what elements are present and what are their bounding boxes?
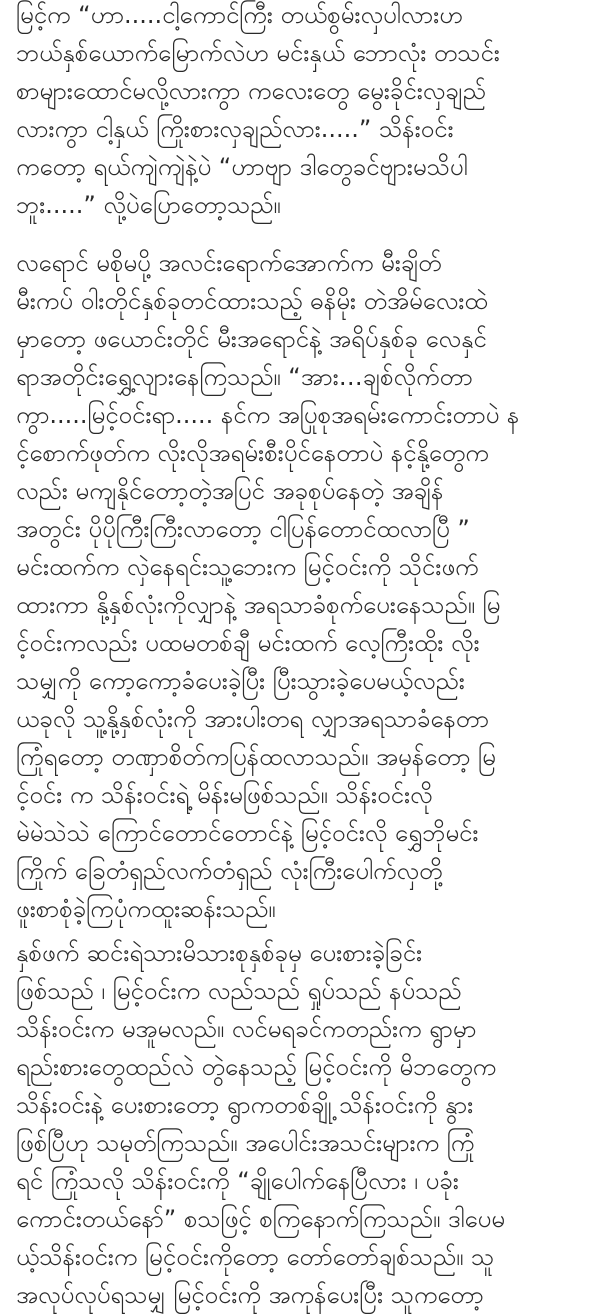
text-line: လည်း မကျနိုင်တော့တဲ့အပြင် အခုစုပ်နေတဲ့ အချိန် <box>16 477 444 505</box>
text-line: သိန်းဝင်းက မအူမလည်။ လင်မရခင်ကတည်းက ရွာမှာ <box>16 1015 477 1043</box>
text-line: ဘယ်နှစ်ယောက်မြောက်လဲဟ မင်းနှယ် ဘောလုံး တသင်း <box>16 39 500 67</box>
paragraph-3 <box>16 934 505 1314</box>
text-line: ရင် ကြုံသလို သိန်းဝင်းကို “ချိုပေါက်နေပြီလား ၊ ပခုံး <box>16 1167 459 1195</box>
text-line: င့်ဝင်း က သိန်းဝင်းရဲ့ မိန်းမဖြစ်သည်။ သိန်းဝင်းလို <box>16 781 433 809</box>
text-line: ကောင်းတယ်နော်” စသဖြင့် စကြနောက်ကြသည်။ ဒါပေမ <box>16 1205 505 1233</box>
text-line: မင်းထက်က လှဲနေရင်းသူ့ဘေးက မြင့်ဝင်းကို သိုင်းဖက် <box>16 553 479 581</box>
text-line: မှာတော့ ဖယောင်းတိုင် မီးအရောင်နဲ့ အရိပ်နှစ်ခု လေနှင် <box>16 325 487 353</box>
text-line: ယ့်သိန်းဝင်းက မြင့်ဝင်းကိုတော့ တော်တော်ချစ်သည်။ သူ <box>16 1243 495 1271</box>
text-line: ထားကာ နို့နှစ်လုံးကိုလျှာနဲ့ အရသာခံစုက်ပေးနေသည်။ မြ <box>16 591 501 619</box>
paragraph-1 <box>16 0 500 224</box>
text-line: ကြုံရတော့ တဏှာစိတ်ကပြန်ထလာသည်။ အမှန်တော့ မြ <box>16 743 496 771</box>
text-line: ဖြစ်ပြီဟု သမုတ်ကြသည်။ အပေါင်းအသင်းများက ကြုံ <box>16 1129 475 1157</box>
text-line: နှစ်ဖက် ဆင်းရဲသားမိသားစုနှစ်ခုမှ ပေးစားခဲ့ခြင်း <box>16 939 423 967</box>
text-line: ဖူးစာစုံခဲ့ကြပုံကထူးဆန်းသည်။ <box>16 895 276 923</box>
paragraph-2 <box>16 244 519 928</box>
text-line: မြင့်က “ဟာ.....ငါ့ကောင်ကြီး တယ်စွမ်းလှပါလားဟ <box>16 1 463 29</box>
text-line: ဘူး.....” လို့ပဲပြောတော့သည်။ <box>16 191 281 219</box>
text-line: သိန်းဝင်းနဲ့ ပေးစားတော့ ရွာကတစ်ချို့ သိန်းဝင်းကို နွား <box>16 1091 474 1119</box>
text-line: ကွာ.....မြင့်ဝင်းရာ..... နင်က အပြုစုအရမ်းကောင်းတာပဲ န <box>16 401 520 429</box>
text-line: င့်ဝင်းကလည်း ပထမတစ်ချီ မင်းထက် လေ့ကြီးထိုး လိုး <box>16 629 480 657</box>
text-line: စာများထောင်မလို့လားကွာ ကလေးတွေ မွေးခိုင်းလှချည် <box>16 77 486 105</box>
text-line: ယခုလို သူ့နို့နှစ်လုံးကို အားပါးတရ လျှာအရသာခံနေတာ <box>16 705 490 733</box>
text-line: ဖြစ်သည် ၊ မြင့်ဝင်းက လည်သည် ရှုပ်သည် နပ်သည် <box>16 977 462 1005</box>
text-line: အတွင်း ပိုပိုကြီးကြီးလာတော့ ငါပြန်တောင်ထလာပြီ ” <box>16 515 470 543</box>
text-line: လားကွာ ငါ့နှယ် ကြိုးစားလှချည်လား.....” သိန်းဝင်း <box>16 115 454 143</box>
text-line: ကတော့ ရယ်ကျဲကျဲနဲ့ပဲ “ဟာဗျာ ဒါတွေခင်ဗျားမသိပါ <box>16 153 468 181</box>
text-line: ရည်းစားတွေထည်လဲ တွဲနေသည့် မြင့်ဝင်းကို မိဘတွေက <box>16 1053 497 1081</box>
text-line: င့်စောက်ဖုတ်က လိုးလိုအရမ်းစီးပိုင်နေတာပဲ နင့်နို့တွေက <box>16 439 489 467</box>
text-line: မီးကပ် ဝါးတိုင်နှစ်ခုတင်ထားသည့် ဓနိမိုး တဲအိမ်လေးထဲ <box>16 287 488 315</box>
text-line: လရောင် မစိုမပို့ အလင်းရောက်အောက်က မီးချိတ် <box>16 249 442 277</box>
text-line: မဲမဲသဲသဲ ကြောင်တောင်တောင်နဲ့ မြင့်ဝင်းလို ရွှေဘိုမင်း <box>16 819 479 847</box>
text-line: ကြိုက် ခြေတံရှည်လက်တံရှည် လုံးကြီးပေါက်လှတို့ <box>16 857 443 885</box>
text-line: ရာအတိုင်းရွှေ့လျားနေကြသည်။ “အား…ချစ်လိုက်တာ <box>16 363 473 391</box>
text-line: သမျှကို ကော့ကော့ခံပေးခဲ့ပြီး ပြီးသွားခဲ့ပေမယ့်လည်း <box>16 667 465 695</box>
text-line: အလုပ်လုပ်ရသမျှ မြင့်ဝင်းကို အကုန်ပေးပြီး သူကတော့ <box>16 1281 484 1309</box>
